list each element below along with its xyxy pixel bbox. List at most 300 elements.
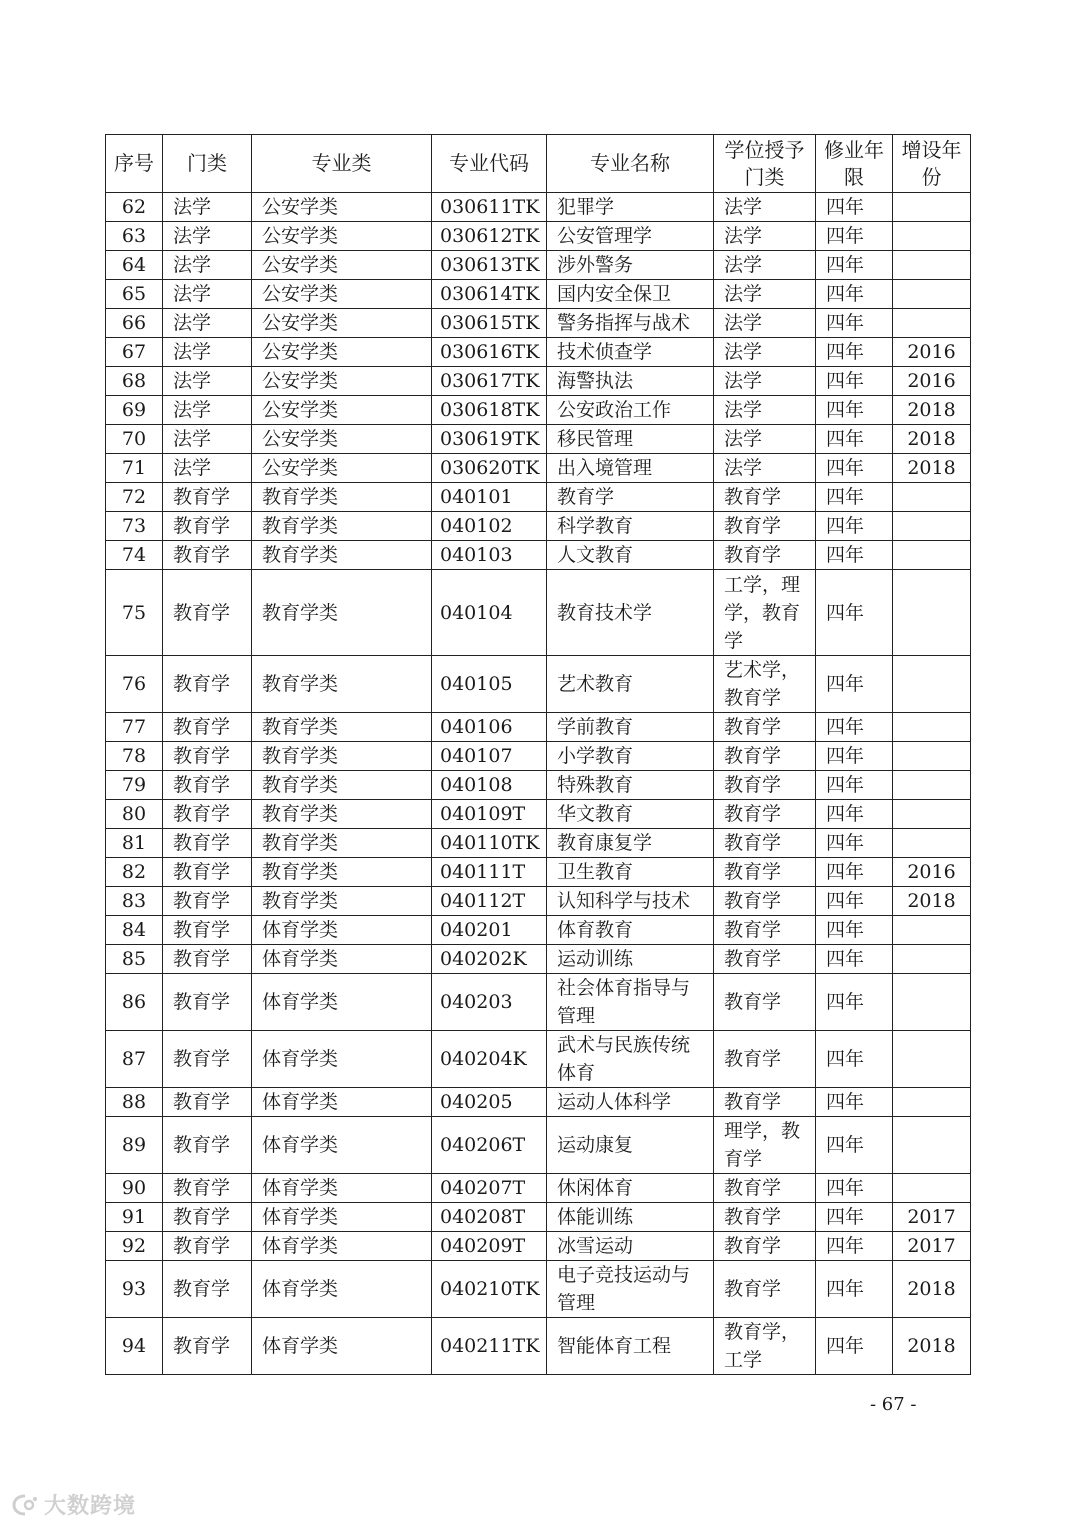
cell-duration: 四年 xyxy=(816,1031,893,1088)
cell-degree: 教育学 xyxy=(714,1261,816,1318)
cell-degree: 教育学 xyxy=(714,1174,816,1203)
cell-degree: 教育学 xyxy=(714,945,816,974)
cell-year xyxy=(893,1174,971,1203)
table-row xyxy=(106,251,971,280)
cell-duration: 四年 xyxy=(816,887,893,916)
cell-degree: 教育学 xyxy=(714,800,816,829)
cell-duration: 四年 xyxy=(816,800,893,829)
cell-name: 出入境管理 xyxy=(547,454,714,483)
cell-year: 2017 xyxy=(893,1203,971,1232)
cell-category: 教育学 xyxy=(163,974,252,1031)
cell-degree: 教育学 xyxy=(714,1031,816,1088)
cell-category: 教育学 xyxy=(163,858,252,887)
cell-major-class: 公安学类 xyxy=(252,251,432,280)
cell-seq: 63 xyxy=(106,222,163,251)
cell-name: 警务指挥与战术 xyxy=(547,309,714,338)
cell-year xyxy=(893,222,971,251)
cell-year xyxy=(893,1088,971,1117)
cell-code: 030617TK xyxy=(432,367,547,396)
cell-name: 公安政治工作 xyxy=(547,396,714,425)
cell-year xyxy=(893,713,971,742)
watermark xyxy=(12,1489,136,1520)
table-row xyxy=(106,570,971,656)
cell-seq: 66 xyxy=(106,309,163,338)
header-year: 增设年份 xyxy=(893,135,971,193)
table-row xyxy=(106,454,971,483)
cell-category: 教育学 xyxy=(163,1232,252,1261)
cell-major-class: 体育学类 xyxy=(252,1318,432,1375)
page-number: - 67 - xyxy=(870,1394,917,1415)
cell-duration: 四年 xyxy=(816,338,893,367)
cell-code: 040104 xyxy=(432,570,547,656)
cell-code: 040202K xyxy=(432,945,547,974)
cell-major-class: 体育学类 xyxy=(252,1117,432,1174)
cell-code: 040207T xyxy=(432,1174,547,1203)
header-duration: 修业年限 xyxy=(816,135,893,193)
cell-year: 2016 xyxy=(893,367,971,396)
cell-major-class: 公安学类 xyxy=(252,193,432,222)
header-code: 专业代码 xyxy=(432,135,547,193)
cell-duration: 四年 xyxy=(816,1261,893,1318)
cell-seq: 94 xyxy=(106,1318,163,1375)
table-row xyxy=(106,193,971,222)
cell-major-class: 公安学类 xyxy=(252,454,432,483)
cell-name: 休闲体育 xyxy=(547,1174,714,1203)
brand-logo-icon xyxy=(12,1494,38,1516)
cell-name: 华文教育 xyxy=(547,800,714,829)
cell-name: 体育教育 xyxy=(547,916,714,945)
table-row xyxy=(106,541,971,570)
table-row xyxy=(106,396,971,425)
cell-name: 武术与民族传统体育 xyxy=(547,1031,714,1088)
table-row xyxy=(106,1232,971,1261)
cell-name: 移民管理 xyxy=(547,425,714,454)
cell-seq: 75 xyxy=(106,570,163,656)
header-seq: 序号 xyxy=(106,135,163,193)
cell-major-class: 教育学类 xyxy=(252,713,432,742)
cell-major-class: 教育学类 xyxy=(252,512,432,541)
cell-seq: 74 xyxy=(106,541,163,570)
cell-degree: 法学 xyxy=(714,280,816,309)
cell-seq: 76 xyxy=(106,656,163,713)
cell-year: 2018 xyxy=(893,454,971,483)
cell-degree: 教育学 xyxy=(714,742,816,771)
cell-seq: 83 xyxy=(106,887,163,916)
cell-category: 教育学 xyxy=(163,656,252,713)
cell-degree: 教育学 xyxy=(714,974,816,1031)
cell-seq: 89 xyxy=(106,1117,163,1174)
cell-code: 030616TK xyxy=(432,338,547,367)
cell-seq: 82 xyxy=(106,858,163,887)
cell-degree: 教育学 xyxy=(714,1232,816,1261)
cell-category: 教育学 xyxy=(163,916,252,945)
cell-degree: 法学 xyxy=(714,425,816,454)
cell-seq: 62 xyxy=(106,193,163,222)
cell-seq: 90 xyxy=(106,1174,163,1203)
cell-code: 040112T xyxy=(432,887,547,916)
cell-major-class: 体育学类 xyxy=(252,974,432,1031)
cell-year xyxy=(893,800,971,829)
cell-name: 卫生教育 xyxy=(547,858,714,887)
cell-category: 法学 xyxy=(163,193,252,222)
cell-degree: 教育学 xyxy=(714,829,816,858)
cell-major-class: 体育学类 xyxy=(252,1232,432,1261)
table-row xyxy=(106,800,971,829)
header-degree: 学位授予门类 xyxy=(714,135,816,193)
cell-year: 2018 xyxy=(893,425,971,454)
cell-category: 教育学 xyxy=(163,512,252,541)
table-row xyxy=(106,512,971,541)
cell-degree: 教育学 xyxy=(714,541,816,570)
cell-category: 法学 xyxy=(163,396,252,425)
cell-seq: 86 xyxy=(106,974,163,1031)
cell-code: 040201 xyxy=(432,916,547,945)
cell-category: 法学 xyxy=(163,454,252,483)
cell-code: 040206T xyxy=(432,1117,547,1174)
cell-degree: 法学 xyxy=(714,251,816,280)
cell-duration: 四年 xyxy=(816,193,893,222)
cell-year xyxy=(893,1031,971,1088)
cell-seq: 80 xyxy=(106,800,163,829)
cell-category: 法学 xyxy=(163,309,252,338)
cell-degree: 法学 xyxy=(714,338,816,367)
cell-year: 2018 xyxy=(893,1318,971,1375)
table-row xyxy=(106,367,971,396)
cell-name: 技术侦查学 xyxy=(547,338,714,367)
cell-code: 040101 xyxy=(432,483,547,512)
cell-duration: 四年 xyxy=(816,222,893,251)
cell-code: 040102 xyxy=(432,512,547,541)
cell-duration: 四年 xyxy=(816,1232,893,1261)
header-row xyxy=(106,135,971,193)
table-row xyxy=(106,1117,971,1174)
cell-name: 涉外警务 xyxy=(547,251,714,280)
cell-code: 040110TK xyxy=(432,829,547,858)
cell-seq: 72 xyxy=(106,483,163,512)
cell-year: 2016 xyxy=(893,338,971,367)
table-row xyxy=(106,280,971,309)
cell-major-class: 教育学类 xyxy=(252,800,432,829)
majors-table xyxy=(105,134,971,1375)
cell-degree: 工学，理学，教育学 xyxy=(714,570,816,656)
cell-name: 科学教育 xyxy=(547,512,714,541)
cell-major-class: 体育学类 xyxy=(252,1261,432,1318)
cell-year xyxy=(893,251,971,280)
cell-name: 小学教育 xyxy=(547,742,714,771)
cell-duration: 四年 xyxy=(816,280,893,309)
cell-name: 教育康复学 xyxy=(547,829,714,858)
table-row xyxy=(106,916,971,945)
cell-duration: 四年 xyxy=(816,512,893,541)
cell-code: 040107 xyxy=(432,742,547,771)
cell-major-class: 体育学类 xyxy=(252,945,432,974)
cell-name: 特殊教育 xyxy=(547,771,714,800)
cell-major-class: 公安学类 xyxy=(252,367,432,396)
cell-major-class: 教育学类 xyxy=(252,656,432,713)
cell-name: 运动人体科学 xyxy=(547,1088,714,1117)
cell-year xyxy=(893,570,971,656)
table-row xyxy=(106,1088,971,1117)
cell-duration: 四年 xyxy=(816,1318,893,1375)
cell-degree: 教育学 xyxy=(714,887,816,916)
cell-degree: 法学 xyxy=(714,309,816,338)
cell-year xyxy=(893,483,971,512)
table-row xyxy=(106,887,971,916)
cell-degree: 教育学 xyxy=(714,916,816,945)
cell-code: 040111T xyxy=(432,858,547,887)
cell-degree: 艺术学，教育学 xyxy=(714,656,816,713)
cell-duration: 四年 xyxy=(816,309,893,338)
table-row xyxy=(106,771,971,800)
cell-year xyxy=(893,193,971,222)
cell-degree: 法学 xyxy=(714,193,816,222)
cell-year xyxy=(893,829,971,858)
cell-seq: 70 xyxy=(106,425,163,454)
cell-degree: 法学 xyxy=(714,367,816,396)
table-row xyxy=(106,656,971,713)
cell-seq: 67 xyxy=(106,338,163,367)
cell-major-class: 体育学类 xyxy=(252,1031,432,1088)
cell-category: 法学 xyxy=(163,280,252,309)
cell-seq: 85 xyxy=(106,945,163,974)
cell-name: 电子竞技运动与管理 xyxy=(547,1261,714,1318)
cell-degree: 教育学 xyxy=(714,1088,816,1117)
cell-seq: 68 xyxy=(106,367,163,396)
cell-category: 教育学 xyxy=(163,1203,252,1232)
cell-seq: 78 xyxy=(106,742,163,771)
cell-seq: 79 xyxy=(106,771,163,800)
cell-code: 040204K xyxy=(432,1031,547,1088)
cell-category: 法学 xyxy=(163,222,252,251)
cell-name: 海警执法 xyxy=(547,367,714,396)
table-row xyxy=(106,1174,971,1203)
cell-duration: 四年 xyxy=(816,541,893,570)
cell-code: 030612TK xyxy=(432,222,547,251)
cell-seq: 92 xyxy=(106,1232,163,1261)
table-row xyxy=(106,425,971,454)
cell-duration: 四年 xyxy=(816,656,893,713)
cell-year: 2018 xyxy=(893,1261,971,1318)
cell-major-class: 体育学类 xyxy=(252,916,432,945)
cell-year xyxy=(893,742,971,771)
cell-code: 040105 xyxy=(432,656,547,713)
cell-code: 040205 xyxy=(432,1088,547,1117)
header-category: 门类 xyxy=(163,135,252,193)
cell-category: 教育学 xyxy=(163,570,252,656)
cell-year xyxy=(893,771,971,800)
cell-degree: 教育学，工学 xyxy=(714,1318,816,1375)
cell-year xyxy=(893,1117,971,1174)
cell-duration: 四年 xyxy=(816,570,893,656)
cell-seq: 91 xyxy=(106,1203,163,1232)
cell-degree: 教育学 xyxy=(714,771,816,800)
cell-name: 运动训练 xyxy=(547,945,714,974)
cell-year xyxy=(893,541,971,570)
cell-seq: 73 xyxy=(106,512,163,541)
cell-duration: 四年 xyxy=(816,742,893,771)
cell-code: 030620TK xyxy=(432,454,547,483)
table-row xyxy=(106,858,971,887)
cell-major-class: 体育学类 xyxy=(252,1174,432,1203)
cell-major-class: 教育学类 xyxy=(252,858,432,887)
cell-major-class: 公安学类 xyxy=(252,425,432,454)
table-row xyxy=(106,1031,971,1088)
cell-code: 030614TK xyxy=(432,280,547,309)
cell-name: 运动康复 xyxy=(547,1117,714,1174)
cell-major-class: 公安学类 xyxy=(252,280,432,309)
cell-name: 公安管理学 xyxy=(547,222,714,251)
cell-duration: 四年 xyxy=(816,974,893,1031)
cell-duration: 四年 xyxy=(816,1174,893,1203)
cell-seq: 93 xyxy=(106,1261,163,1318)
cell-duration: 四年 xyxy=(816,771,893,800)
cell-category: 教育学 xyxy=(163,771,252,800)
table-row xyxy=(106,713,971,742)
table-row xyxy=(106,222,971,251)
cell-category: 教育学 xyxy=(163,1088,252,1117)
cell-major-class: 公安学类 xyxy=(252,222,432,251)
table-row xyxy=(106,1318,971,1375)
cell-major-class: 公安学类 xyxy=(252,396,432,425)
cell-year: 2018 xyxy=(893,887,971,916)
cell-degree: 教育学 xyxy=(714,1203,816,1232)
cell-seq: 88 xyxy=(106,1088,163,1117)
cell-name: 冰雪运动 xyxy=(547,1232,714,1261)
cell-major-class: 教育学类 xyxy=(252,771,432,800)
cell-category: 教育学 xyxy=(163,829,252,858)
cell-major-class: 教育学类 xyxy=(252,887,432,916)
cell-degree: 法学 xyxy=(714,222,816,251)
cell-seq: 65 xyxy=(106,280,163,309)
cell-year xyxy=(893,512,971,541)
cell-code: 040108 xyxy=(432,771,547,800)
cell-code: 030619TK xyxy=(432,425,547,454)
cell-code: 040209T xyxy=(432,1232,547,1261)
cell-duration: 四年 xyxy=(816,483,893,512)
cell-duration: 四年 xyxy=(816,916,893,945)
cell-category: 教育学 xyxy=(163,1031,252,1088)
cell-seq: 77 xyxy=(106,713,163,742)
table-row xyxy=(106,945,971,974)
cell-major-class: 教育学类 xyxy=(252,742,432,771)
table-row xyxy=(106,742,971,771)
cell-year: 2017 xyxy=(893,1232,971,1261)
cell-seq: 69 xyxy=(106,396,163,425)
cell-category: 法学 xyxy=(163,367,252,396)
cell-duration: 四年 xyxy=(816,425,893,454)
cell-degree: 理学，教育学 xyxy=(714,1117,816,1174)
cell-seq: 64 xyxy=(106,251,163,280)
cell-category: 教育学 xyxy=(163,713,252,742)
cell-name: 学前教育 xyxy=(547,713,714,742)
cell-name: 犯罪学 xyxy=(547,193,714,222)
table-row xyxy=(106,338,971,367)
cell-category: 教育学 xyxy=(163,483,252,512)
cell-category: 教育学 xyxy=(163,1318,252,1375)
cell-category: 法学 xyxy=(163,338,252,367)
table-row xyxy=(106,974,971,1031)
cell-year xyxy=(893,974,971,1031)
cell-major-class: 教育学类 xyxy=(252,570,432,656)
cell-name: 教育技术学 xyxy=(547,570,714,656)
cell-duration: 四年 xyxy=(816,454,893,483)
cell-major-class: 公安学类 xyxy=(252,338,432,367)
cell-degree: 法学 xyxy=(714,454,816,483)
table-row xyxy=(106,483,971,512)
cell-name: 认知科学与技术 xyxy=(547,887,714,916)
cell-category: 教育学 xyxy=(163,887,252,916)
cell-code: 030613TK xyxy=(432,251,547,280)
cell-category: 教育学 xyxy=(163,1117,252,1174)
cell-duration: 四年 xyxy=(816,367,893,396)
cell-code: 030611TK xyxy=(432,193,547,222)
cell-code: 040109T xyxy=(432,800,547,829)
cell-year xyxy=(893,309,971,338)
cell-category: 教育学 xyxy=(163,1261,252,1318)
cell-seq: 87 xyxy=(106,1031,163,1088)
cell-category: 教育学 xyxy=(163,800,252,829)
cell-year xyxy=(893,916,971,945)
table-row xyxy=(106,309,971,338)
cell-category: 教育学 xyxy=(163,945,252,974)
cell-category: 教育学 xyxy=(163,742,252,771)
cell-major-class: 教育学类 xyxy=(252,829,432,858)
watermark-text: 大数跨境 xyxy=(44,1494,137,1519)
cell-degree: 教育学 xyxy=(714,512,816,541)
cell-major-class: 教育学类 xyxy=(252,541,432,570)
cell-code: 030618TK xyxy=(432,396,547,425)
cell-degree: 法学 xyxy=(714,396,816,425)
cell-name: 社会体育指导与管理 xyxy=(547,974,714,1031)
cell-year xyxy=(893,280,971,309)
cell-category: 法学 xyxy=(163,425,252,454)
cell-name: 艺术教育 xyxy=(547,656,714,713)
cell-major-class: 体育学类 xyxy=(252,1203,432,1232)
cell-code: 040203 xyxy=(432,974,547,1031)
cell-major-class: 体育学类 xyxy=(252,1088,432,1117)
cell-degree: 教育学 xyxy=(714,483,816,512)
cell-name: 智能体育工程 xyxy=(547,1318,714,1375)
cell-year: 2016 xyxy=(893,858,971,887)
cell-duration: 四年 xyxy=(816,251,893,280)
cell-duration: 四年 xyxy=(816,1117,893,1174)
cell-code: 040106 xyxy=(432,713,547,742)
cell-major-class: 公安学类 xyxy=(252,309,432,338)
cell-degree: 教育学 xyxy=(714,713,816,742)
cell-duration: 四年 xyxy=(816,829,893,858)
cell-category: 教育学 xyxy=(163,541,252,570)
cell-duration: 四年 xyxy=(816,396,893,425)
cell-seq: 71 xyxy=(106,454,163,483)
header-major-class: 专业类 xyxy=(252,135,432,193)
cell-major-class: 教育学类 xyxy=(252,483,432,512)
cell-name: 国内安全保卫 xyxy=(547,280,714,309)
cell-name: 人文教育 xyxy=(547,541,714,570)
cell-duration: 四年 xyxy=(816,1088,893,1117)
cell-category: 教育学 xyxy=(163,1174,252,1203)
cell-seq: 81 xyxy=(106,829,163,858)
cell-duration: 四年 xyxy=(816,945,893,974)
cell-year: 2018 xyxy=(893,396,971,425)
table-row xyxy=(106,1203,971,1232)
cell-duration: 四年 xyxy=(816,858,893,887)
table-row xyxy=(106,829,971,858)
cell-duration: 四年 xyxy=(816,1203,893,1232)
cell-code: 040208T xyxy=(432,1203,547,1232)
cell-code: 040103 xyxy=(432,541,547,570)
cell-code: 030615TK xyxy=(432,309,547,338)
cell-seq: 84 xyxy=(106,916,163,945)
